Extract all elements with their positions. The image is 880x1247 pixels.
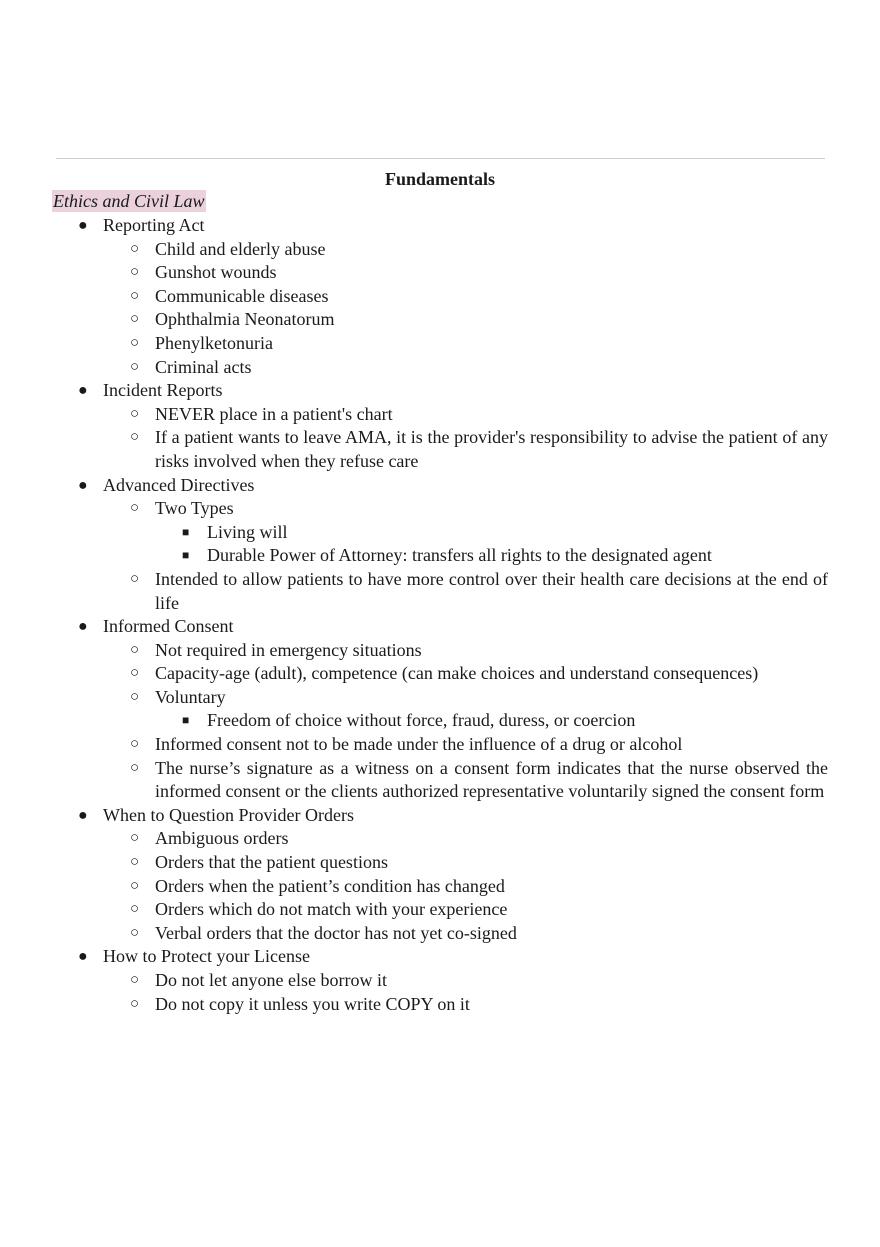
sub-list-item-text: Durable Power of Attorney: transfers all rights to the designated agent	[207, 545, 712, 566]
list-item	[0, 851, 880, 875]
list-item-text: Child and elderly abuse	[155, 238, 326, 259]
list-item-text: Do not copy it unless you write COPY on it	[155, 993, 470, 1014]
list-item-text: Two Types	[155, 498, 234, 519]
list-item-text: Capacity-age (adult), competence (can make choices and understand consequences)	[155, 663, 759, 684]
sub-list-item	[0, 521, 880, 545]
topic-label: When to Question Provider Orders	[103, 804, 354, 825]
circle-bullet-icon: ○	[130, 405, 140, 422]
list-item	[0, 238, 880, 262]
sub-list-item-text: Freedom of choice without force, fraud, duress, or coercion	[207, 710, 636, 731]
topic-item	[0, 474, 880, 498]
disc-bullet-icon: ●	[78, 476, 88, 494]
circle-bullet-icon: ○	[130, 665, 140, 682]
list-item	[0, 686, 880, 710]
list-item-text: Gunshot wounds	[155, 262, 277, 283]
circle-bullet-icon: ○	[130, 736, 140, 753]
sub-list-item-text: Living will	[207, 521, 288, 542]
list-item	[0, 403, 880, 427]
square-bullet-icon: ■	[182, 713, 190, 728]
list-item	[0, 922, 880, 946]
sub-list-item	[0, 709, 880, 733]
topic-list	[0, 214, 880, 1016]
topic-label: Incident Reports	[103, 380, 223, 401]
list-item-text: Not required in emergency situations	[155, 639, 422, 660]
circle-bullet-icon: ○	[130, 830, 140, 847]
list-item-text: Do not let anyone else borrow it	[155, 970, 387, 990]
circle-bullet-icon: ○	[130, 688, 140, 705]
circle-bullet-icon: ○	[130, 854, 140, 871]
list-item	[0, 285, 880, 309]
list-item-text: Criminal acts	[155, 356, 252, 377]
list-item-text: Ambiguous orders	[155, 828, 289, 849]
list-item	[0, 426, 880, 473]
page-title: Fundamentals	[384, 169, 496, 189]
circle-bullet-icon: ○	[130, 358, 140, 375]
list-item	[0, 827, 880, 851]
circle-bullet-icon: ○	[130, 429, 140, 446]
list-item-text: Verbal orders that the doctor has not yet co-signed	[155, 922, 517, 943]
list-item	[0, 261, 880, 285]
disc-bullet-icon: ●	[78, 382, 88, 400]
list-item	[0, 757, 880, 804]
list-item-text: Orders which do not match with your experience	[155, 899, 508, 920]
circle-bullet-icon: ○	[130, 264, 140, 281]
circle-bullet-icon: ○	[130, 334, 140, 351]
circle-bullet-icon: ○	[130, 924, 140, 941]
list-item	[0, 332, 880, 356]
list-item-text: Orders when the patient’s condition has changed	[155, 875, 505, 896]
list-item	[0, 356, 880, 380]
disc-bullet-icon: ●	[78, 806, 88, 824]
circle-bullet-icon: ○	[130, 641, 140, 658]
square-bullet-icon: ■	[182, 548, 190, 563]
list-item	[0, 875, 880, 899]
circle-bullet-icon: ○	[130, 240, 140, 257]
header-divider	[56, 158, 825, 159]
disc-bullet-icon: ●	[78, 217, 88, 234]
list-item-text: NEVER place in a patient's chart	[155, 403, 393, 424]
list-item-text: If a patient wants to leave AMA, it is the provider's responsibility to advise the patient of any risks involved when they refuse care	[155, 427, 828, 471]
topic-item	[0, 214, 880, 238]
topic-label: How to Protect your License	[103, 946, 310, 967]
notes-content	[0, 214, 880, 1016]
section-heading: Ethics and Civil Law	[53, 191, 205, 211]
square-bullet-icon: ■	[182, 524, 190, 539]
topic-item	[0, 804, 880, 828]
topic-label: Reporting Act	[103, 215, 205, 235]
disc-bullet-icon: ●	[78, 948, 88, 966]
list-item-text: Phenylketonuria	[155, 332, 273, 353]
list-item-text: Informed consent not to be made under the influence of a drug or alcohol	[155, 734, 683, 755]
list-item	[0, 308, 880, 332]
circle-bullet-icon: ○	[130, 311, 140, 328]
list-item	[0, 639, 880, 663]
list-item-text: The nurse’s signature as a witness on a consent form indicates that the nurse observed the informed consent or the clients authorized representative voluntarily signed the consent form	[155, 757, 828, 802]
circle-bullet-icon: ○	[130, 877, 140, 894]
topic-item	[0, 945, 880, 969]
list-item-text: Intended to allow patients to have more control over their health care decisions at the end of life	[155, 568, 828, 613]
topic-item	[0, 379, 880, 403]
topic-label: Informed Consent	[103, 616, 234, 637]
list-item	[0, 969, 880, 993]
list-item	[0, 662, 880, 686]
circle-bullet-icon: ○	[130, 759, 140, 776]
circle-bullet-icon: ○	[130, 995, 140, 1012]
circle-bullet-icon: ○	[130, 901, 140, 918]
circle-bullet-icon: ○	[130, 287, 140, 304]
circle-bullet-icon: ○	[130, 500, 140, 517]
circle-bullet-icon: ○	[130, 972, 140, 988]
list-item-text: Orders that the patient questions	[155, 852, 388, 873]
list-item	[0, 898, 880, 922]
list-item-text: Ophthalmia Neonatorum	[155, 309, 335, 330]
circle-bullet-icon: ○	[130, 570, 140, 587]
list-item-text: Voluntary	[155, 686, 226, 707]
topic-label: Advanced Directives	[103, 474, 255, 495]
list-item	[0, 497, 880, 521]
list-item	[0, 568, 880, 615]
list-item-text: Communicable diseases	[155, 285, 329, 306]
list-item	[0, 993, 880, 1017]
topic-item	[0, 615, 880, 639]
list-item	[0, 733, 880, 757]
sub-list-item	[0, 544, 880, 568]
disc-bullet-icon: ●	[78, 618, 88, 636]
